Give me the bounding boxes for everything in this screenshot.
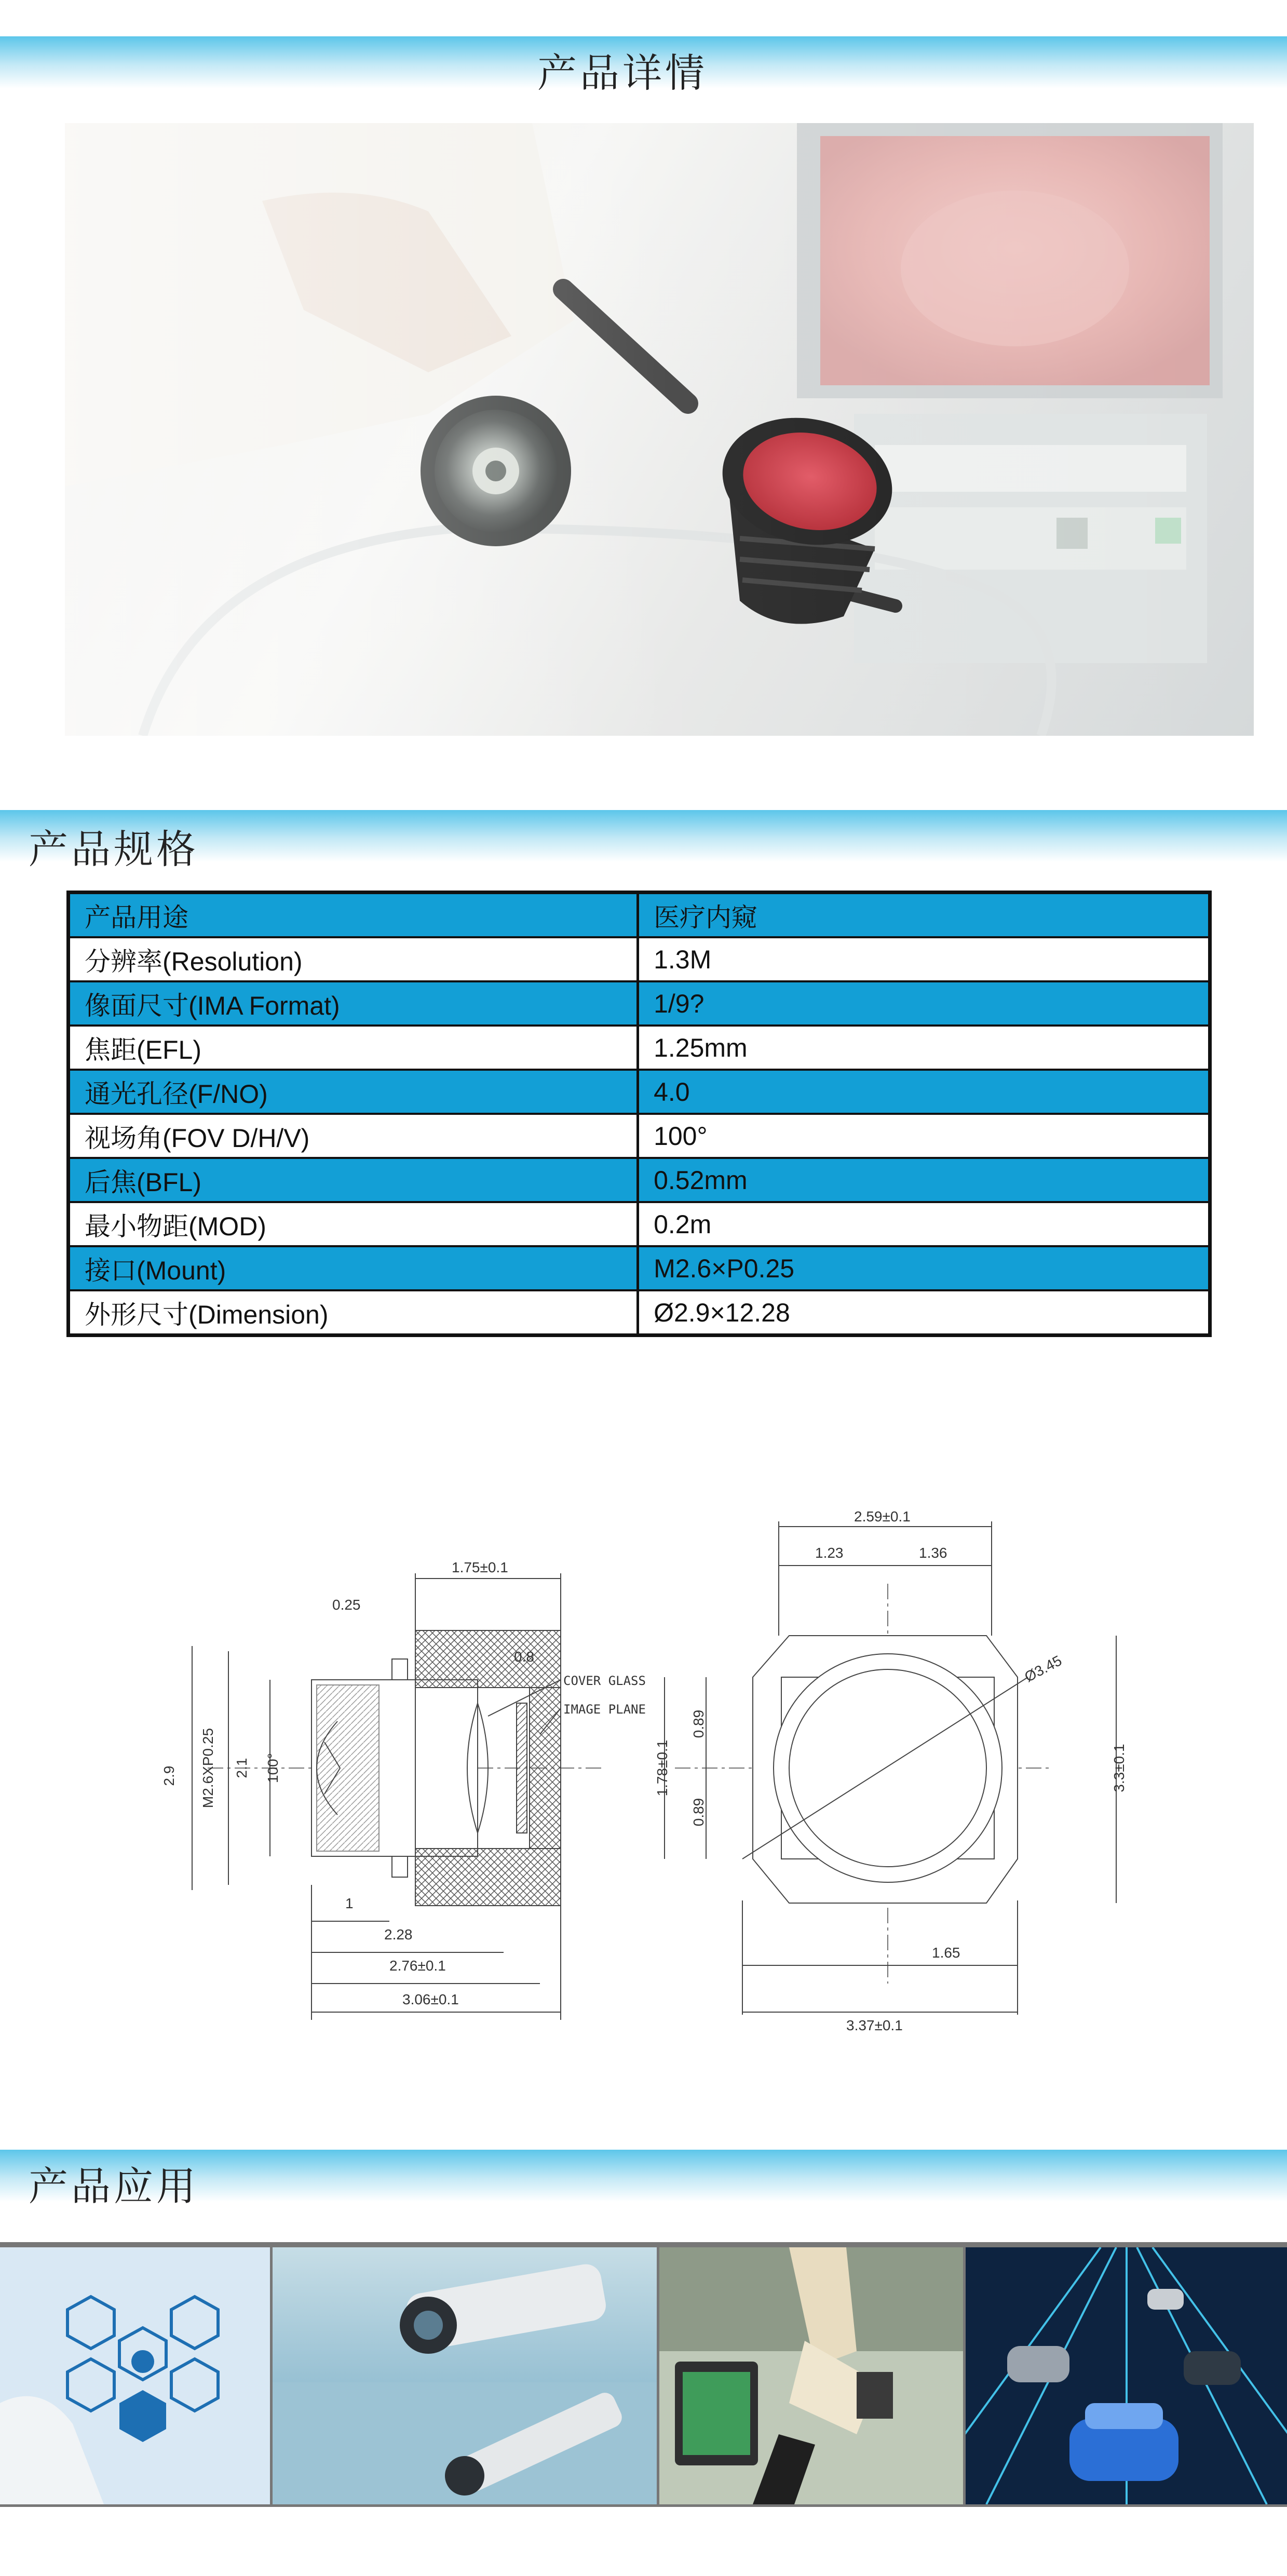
spec-value: M2.6×P0.25 [638,1246,1210,1290]
spec-label: 最小物距(MOD) [69,1202,638,1246]
dim-0-25: 0.25 [332,1597,361,1613]
app-industrial-robot-image [659,2247,963,2504]
applications-section-title: 产品应用 [29,2163,199,2209]
label-cover-glass: COVER GLASS [563,1674,646,1688]
spec-label: 后焦(BFL) [69,1158,638,1202]
dim-thread: M2.6XP0.25 [200,1728,216,1809]
table-row [69,1202,1210,1246]
hero-product-image [65,123,1254,736]
details-section-title: 产品详情 [537,50,708,96]
dim-1-36: 1.36 [919,1545,947,1561]
front-view [665,1521,1116,2015]
app-autonomous-driving-image [966,2247,1287,2504]
spec-value: 0.52mm [638,1158,1210,1202]
table-row [69,1114,1210,1158]
table-row [69,1070,1210,1114]
table-row [69,1026,1210,1070]
spec-table [66,891,1212,1337]
spec-value: 1.3M [638,937,1210,981]
dim-0-89-top: 0.89 [690,1709,707,1738]
spec-label: 通光孔径(F/NO) [69,1070,638,1114]
side-view [192,1573,602,2020]
dim-1-23: 1.23 [815,1545,844,1561]
spec-label: 接口(Mount) [69,1246,638,1290]
dim-0-8: 0.8 [514,1649,534,1665]
dim-3-06: 3.06±0.1 [402,1991,459,2007]
table-row [69,937,1210,981]
spec-value: 100° [638,1114,1210,1158]
dim-3-3: 3.3±0.1 [1111,1744,1127,1792]
dim-dia-3-45: Ø3.45 [1022,1652,1065,1685]
dim-1-78: 1.78±0.1 [654,1739,670,1797]
fov-angle: 100° [265,1753,281,1783]
spec-value: 1/9? [638,981,1210,1026]
spec-value: 医疗内窥 [638,893,1210,938]
table-row [69,1246,1210,1290]
app-security-camera-image [273,2247,657,2504]
spec-label: 分辨率(Resolution) [69,937,638,981]
dim-3-37: 3.37±0.1 [846,2017,903,2033]
dim-2-28: 2.28 [384,1926,413,1943]
dim-2-1: 2.1 [234,1758,250,1778]
table-row [69,981,1210,1026]
table-row [69,1158,1210,1202]
label-image-plane: IMAGE PLANE [563,1702,646,1717]
dim-1-65: 1.65 [932,1945,960,1961]
spec-value: 0.2m [638,1202,1210,1246]
table-row [69,893,1210,938]
spec-label: 焦距(EFL) [69,1026,638,1070]
endoscope-lens-photo [65,123,1254,736]
technical-drawing [145,1506,1163,2051]
spec-label: 视场角(FOV D/H/V) [69,1114,638,1158]
app-medical-image [0,2247,270,2504]
specs-section-title: 产品规格 [29,826,199,872]
applications-image-strip [0,2242,1287,2507]
table-row [69,1290,1210,1336]
spec-value: 4.0 [638,1070,1210,1114]
spec-value: 1.25mm [638,1026,1210,1070]
spec-value: Ø2.9×12.28 [638,1290,1210,1336]
dim-1: 1 [345,1895,354,1911]
spec-label: 产品用途 [69,893,638,938]
dim-2-59: 2.59±0.1 [854,1508,911,1525]
dim-2-9: 2.9 [161,1765,177,1786]
spec-label: 外形尺寸(Dimension) [69,1290,638,1336]
dim-1-75: 1.75±0.1 [452,1559,508,1575]
dim-2-76: 2.76±0.1 [389,1958,446,1974]
dim-0-89-bottom: 0.89 [690,1798,707,1827]
spec-label: 像面尺寸(IMA Format) [69,981,638,1026]
